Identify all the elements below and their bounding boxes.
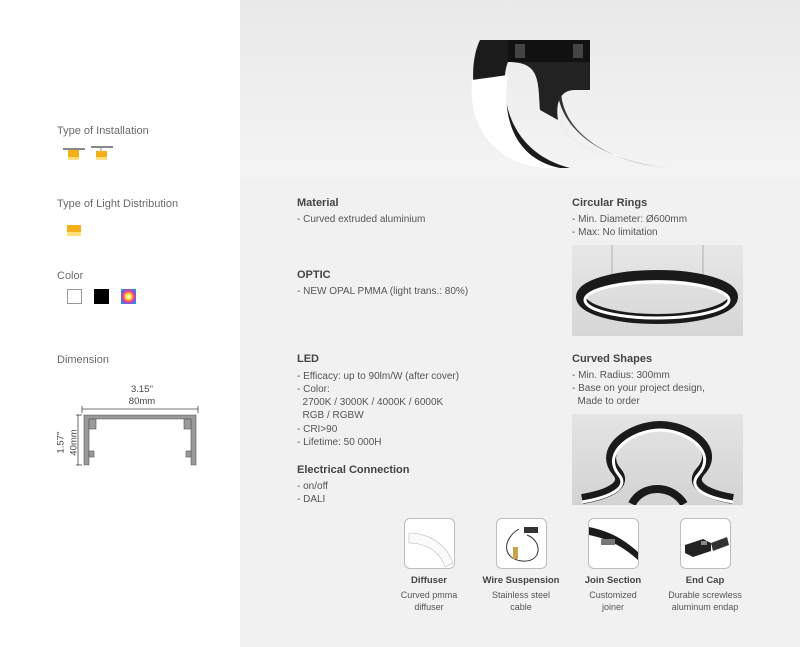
led-line-1: - Efficacy: up to 90lm/W (after cover)	[297, 371, 460, 382]
diffuser-desc-2: diffuser	[414, 602, 444, 612]
join-section-accessory-card	[588, 518, 639, 569]
installation-type-icon	[63, 145, 115, 163]
led-line-4: RGB / RGBW	[297, 410, 364, 421]
diffuser-title: Diffuser	[411, 575, 447, 586]
dimension-width-in: 3.15''	[130, 384, 154, 395]
left-panel	[0, 0, 240, 647]
installation-type-label: Type of Installation	[57, 125, 149, 137]
circular-rings-line-2: - Max: No limitation	[572, 227, 658, 238]
color-swatch-white	[67, 289, 82, 304]
join-section-desc-1: Customized	[589, 590, 637, 600]
material-line-1: - Curved extruded aluminium	[297, 214, 426, 225]
optic-title: OPTIC	[297, 269, 331, 281]
wire-suspension-desc-1: Stainless steel	[491, 590, 551, 600]
led-line-2: - Color:	[297, 384, 330, 395]
led-line-3: 2700K / 3000K / 4000K / 6000K	[297, 397, 444, 408]
light-distribution-icon	[67, 225, 83, 239]
electrical-line-1: - on/off	[297, 481, 328, 492]
join-section-desc-2: joiner	[601, 602, 624, 612]
led-line-6: - Lifetime: 50 000H	[297, 437, 382, 448]
led-title: LED	[297, 353, 319, 365]
diffuser-accessory-card	[404, 518, 455, 569]
dimension-width-mm: 80mm	[128, 396, 156, 407]
dimension-height-in: 1.57''	[55, 431, 67, 454]
light-distribution-label: Type of Light Distribution	[57, 198, 179, 210]
curved-shape-image	[572, 414, 743, 505]
material-title: Material	[297, 197, 339, 209]
diffuser-icon	[405, 519, 455, 569]
end-cap-accessory-card	[680, 518, 731, 569]
dimension-label: Dimension	[57, 354, 109, 366]
curved-linear-light-icon	[240, 0, 800, 177]
curved-shapes-line-2: - Base on your project design,	[572, 383, 705, 394]
color-swatch-rgb	[121, 289, 136, 304]
end-cap-desc-2: aluminum endap	[671, 602, 739, 612]
join-section-icon	[589, 519, 639, 569]
wire-suspension-title: Wire Suspension	[482, 575, 560, 586]
hero-product-image	[240, 0, 800, 177]
circular-rings-title: Circular Rings	[572, 197, 648, 209]
wire-suspension-desc-2: cable	[510, 602, 532, 612]
led-line-5: - CRI>90	[297, 424, 338, 435]
diffuser-desc-1: Curved pmma	[400, 590, 458, 600]
wire-suspension-icon	[497, 519, 547, 569]
optic-line-1: - NEW OPAL PMMA (light trans.: 80%)	[297, 286, 469, 297]
curved-shapes-title: Curved Shapes	[572, 353, 653, 365]
wire-suspension-accessory-card	[496, 518, 547, 569]
dimension-height-mm: 40mm	[68, 429, 80, 456]
circular-ring-image	[572, 245, 743, 336]
end-cap-icon	[681, 519, 731, 569]
electrical-line-2: - DALI	[297, 494, 326, 505]
circular-rings-line-1: - Min. Diameter: Ø600mm	[572, 214, 688, 225]
color-swatch-black	[94, 289, 109, 304]
electrical-title: Electrical Connection	[297, 464, 410, 476]
curved-shapes-line-3: Made to order	[572, 396, 640, 407]
end-cap-title: End Cap	[685, 575, 725, 586]
profile-cross-section-icon	[76, 405, 206, 471]
join-section-title: Join Section	[584, 575, 642, 586]
curved-shapes-line-1: - Min. Radius: 300mm	[572, 370, 670, 381]
color-label: Color	[57, 270, 84, 282]
end-cap-desc-1: Durable screwless	[668, 590, 742, 600]
curved-shape-icon	[572, 414, 743, 505]
circular-ring-icon	[572, 245, 743, 336]
